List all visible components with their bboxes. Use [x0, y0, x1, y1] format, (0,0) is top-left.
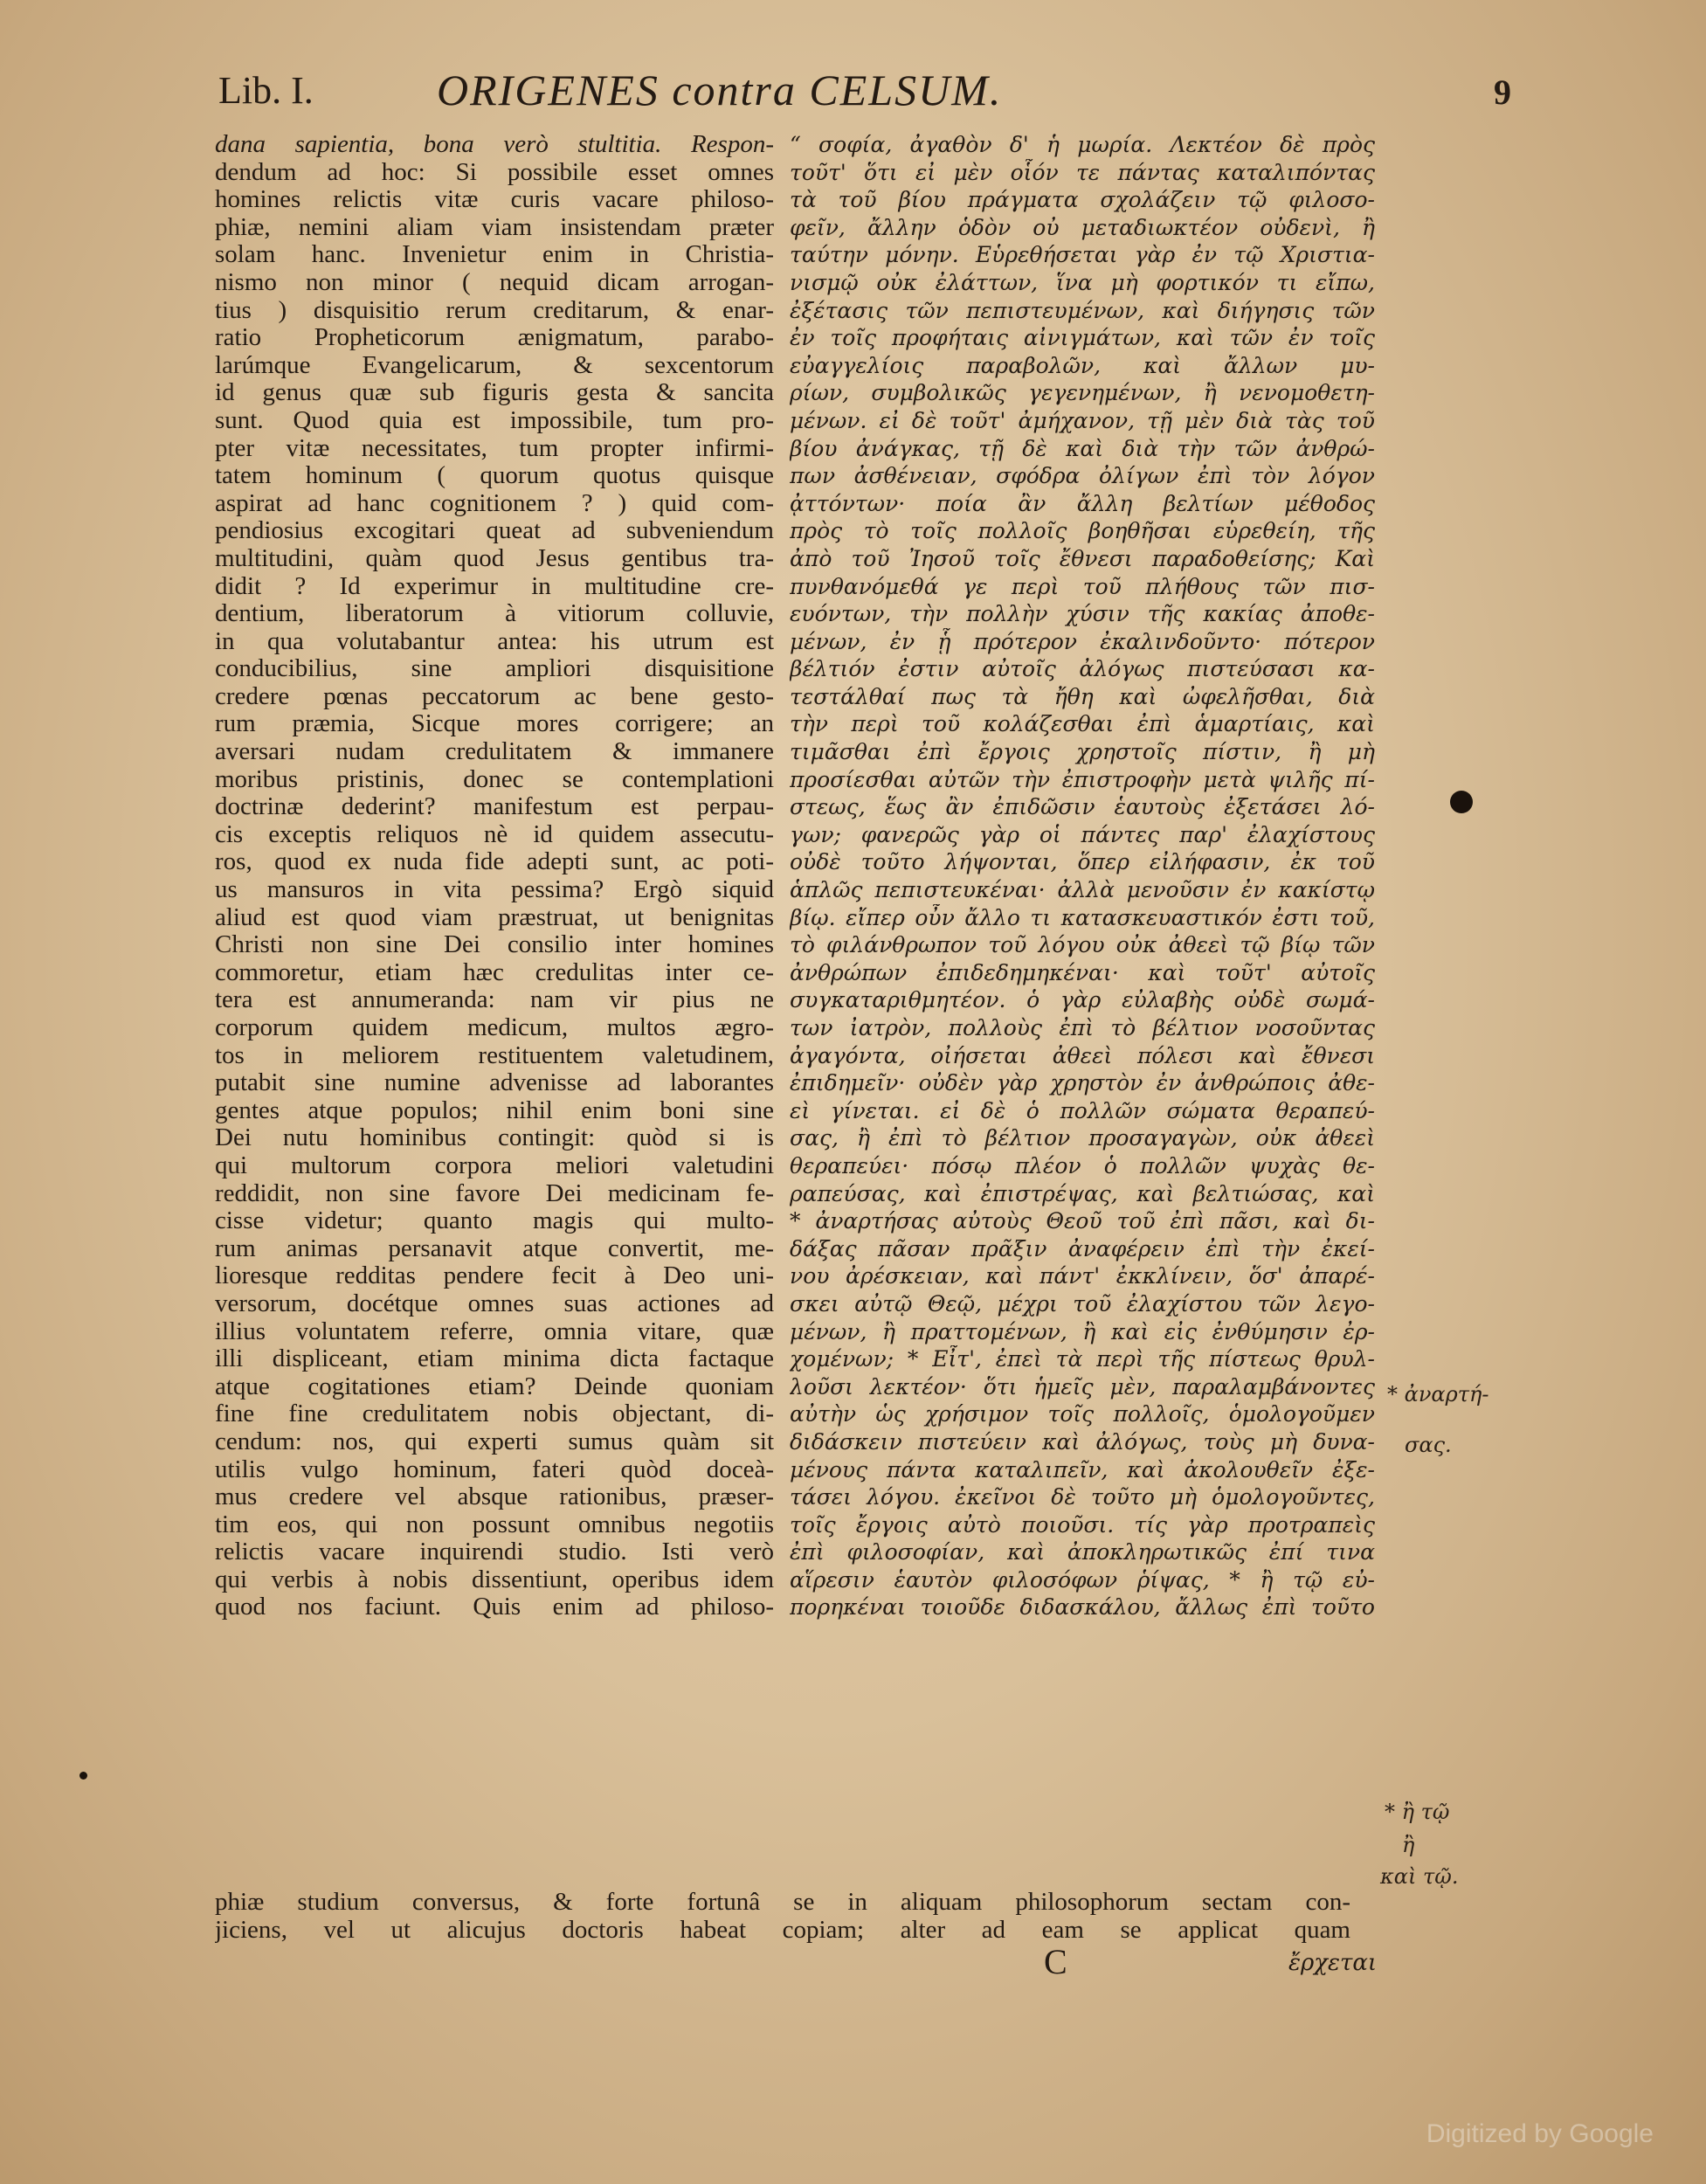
greek-text-line: των ἰατρὸν, πολλοὺς ἐπὶ τὸ βέλτιον νοσοῦντας	[790, 1015, 1375, 1040]
greek-text-line: ραπεύσας, καὶ ἐπιστρέψας, καὶ βελτιώσας, καὶ	[790, 1180, 1375, 1206]
greek-text-line: σας, ἢ ἐπὶ τὸ βέλτιον προσαγαγὼν, οὐκ ἀθεεὶ	[790, 1125, 1375, 1151]
running-title: ORIGENES contra CELSUM.	[437, 66, 1003, 114]
book-number: Lib. I.	[218, 69, 314, 112]
latin-text-line: tatem hominum ( quorum quotus quisque	[215, 462, 774, 490]
greek-text-line: χομένων; * Εἶτ', ἐπεὶ τὰ περὶ τῆς πίστεως θρυλ-	[790, 1346, 1375, 1372]
greek-text-line: συγκαταριθμητέον. ὁ γὰρ εὐλαβὴς οὐδὲ σωμά-	[790, 987, 1375, 1013]
margin-note-1: * ἀναρτή-	[1387, 1382, 1489, 1406]
greek-text-line: ἁπλῶς πεπιστευκέναι· ἀλλὰ μενοῦσιν ἐν κακίστῳ	[790, 877, 1375, 903]
latin-text-line: sunt. Quod quia est impossibile, tum pro-	[215, 406, 774, 434]
latin-text-line: tim eos, qui non possunt omnibus negotiis	[215, 1510, 774, 1538]
latin-text-line: mus credere vel absque rationibus, præser-	[215, 1483, 774, 1511]
latin-text-line: larúmque Evangelicarum, & sexcentorum	[215, 351, 774, 379]
latin-text-line: dendum ad hoc: Si possibile esset omnes	[215, 158, 774, 186]
latin-text-line: cis exceptis reliquos nè id quidem assecutu-	[215, 820, 774, 848]
latin-text-line: cendum: nos, qui experti sumus quàm sit	[215, 1427, 774, 1455]
greek-text-line: ἀγαγόντα, οἰήσεται ἀθεεὶ πόλεσι καὶ ἔθνεσι	[790, 1042, 1375, 1068]
latin-text-line: ros, quod ex nuda fide adepti sunt, ac poti-	[215, 848, 774, 876]
latin-text-line: fine fine credulitatem nobis objectant, di-	[215, 1400, 774, 1428]
margin-note-2c: καὶ τῷ.	[1380, 1864, 1459, 1889]
latin-text-line: rum præmia, Sicque mores corrigere; an	[215, 710, 774, 738]
latin-text-line: dentium, liberatorum à vitiorum colluvie,	[215, 600, 774, 628]
latin-text-line: aspirat ad hanc cognitionem ? ) quid com-	[215, 489, 774, 517]
full-width-lines	[215, 1889, 1350, 1944]
greek-text-line: δάξας πᾶσαν πρᾶξιν ἀναφέρειν ἐπὶ τὴν ἐκεί-	[790, 1235, 1375, 1261]
greek-text-line: τάσει λόγου. ἐκεῖνοι δὲ τοῦτο μὴ ὁμολογοῦντες,	[790, 1484, 1375, 1510]
greek-text-line: μένων, ἢ πραττομένων, ἢ καὶ εἰς ἐνθύμησιν ἐρ-	[790, 1318, 1375, 1344]
greek-text-line: ἀπὸ τοῦ Ἰησοῦ τοῖς ἔθνεσι παραδοθείσης; Καὶ	[790, 545, 1375, 571]
latin-text-line: id genus quæ sub figuris gesta & sancita	[215, 379, 774, 407]
latin-text-line: relictis vacare inquirendi studio. Isti verò	[215, 1538, 774, 1566]
latin-text-line: solam hanc. Invenietur enim in Christia-	[215, 241, 774, 269]
greek-text-line: ἐπιδημεῖν· οὐδὲν γὰρ χρηστὸν ἐν ἀνθρώποις ἀθε-	[790, 1070, 1375, 1096]
greek-text-line: φεῖν, ἄλλην ὁδὸν οὐ μεταδιωκτέον οὐδενὶ, ἢ	[790, 214, 1375, 240]
greek-column	[790, 131, 1375, 1621]
greek-text-line: σκει αὐτῷ Θεῷ, μέχρι τοῦ ἐλαχίστου τῶν λεγο-	[790, 1290, 1375, 1317]
latin-text-line: tius ) disquisitio rerum creditarum, & enar-	[215, 296, 774, 324]
ink-blot	[1450, 791, 1473, 813]
greek-text-line: ᾀττόντων· ποία ἂν ἄλλη βελτίων μέθοδος	[790, 490, 1375, 516]
greek-text-line: τοῖς ἔργοις αὐτὸ ποιοῦσι. τίς γὰρ προτραπεὶς	[790, 1511, 1375, 1538]
latin-text-line: nismo non minor ( nequid dicam arrogan-	[215, 268, 774, 296]
greek-text-line: βίῳ. εἴπερ οὖν ἄλλο τι κατασκευαστικόν ἐστι τοῦ,	[790, 904, 1375, 930]
greek-text-line: πων ἀσθένειαν, σφόδρα ὀλίγων ἐπὶ τὸν λόγον	[790, 463, 1375, 489]
greek-text-line: γων; φανερῶς γὰρ οἱ πάντες παρ' ἐλαχίστους	[790, 821, 1375, 847]
latin-text-line: putabit sine numine advenisse ad laborantes	[215, 1069, 774, 1097]
greek-text-line: νισμῷ οὐκ ἐλάττων, ἵνα μὴ φορτικόν τι εἴπω,	[790, 269, 1375, 295]
margin-note-2: * ἢ τῷ	[1385, 1800, 1450, 1824]
greek-text-line: αἵρεσιν ἑαυτὸν φιλοσόφων ῥίψας, * ἢ τῷ εὐ-	[790, 1566, 1375, 1593]
latin-text-line: corporum quidem medicum, multos ægro-	[215, 1014, 774, 1041]
signature-mark: C	[1044, 1942, 1067, 1981]
watermark: Digitized by Google	[1426, 2119, 1654, 2148]
greek-text-line: αὐτὴν ὡς χρήσιμον τοῖς πολλοῖς, ὁμολογοῦμεν	[790, 1401, 1375, 1427]
latin-text-line: pter vitæ necessitates, tum propter infirmi-	[215, 434, 774, 462]
latin-text-line: lioresque redditas pendere fecit à Deo uni-	[215, 1262, 774, 1290]
greek-text-line: οὐδὲ τοῦτο λήψονται, ὅπερ εἰλήφασιν, ἐκ τοῦ	[790, 849, 1375, 875]
running-header	[218, 66, 1511, 129]
latin-text-line: versorum, docétque omnes suas actiones ad	[215, 1289, 774, 1317]
greek-text-line: εὶ γίνεται. εἰ δὲ ὁ πολλῶν σώματα θεραπεύ-	[790, 1097, 1375, 1123]
greek-text-line: “ σοφία, ἀγαθὸν δ' ἡ μωρία. Λεκτέον δὲ πρὸς	[790, 132, 1375, 157]
latin-text-line: moribus pristinis, donec se contemplationi	[215, 765, 774, 793]
greek-text-line: μένων, ἐν ᾗ πρότερον ἐκαλινδοῦντο· πότερον	[790, 628, 1375, 654]
greek-text-line: βέλτιόν ἐστιν αὐτοῖς ἀλόγως πιστεύσασι κα-	[790, 656, 1375, 682]
latin-text-line: qui multorum corpora meliori valetudini	[215, 1151, 774, 1179]
greek-text-line: μένους πάντα καταλιπεῖν, καὶ ἀκολουθεῖν ἐξε-	[790, 1456, 1375, 1482]
latin-text-line: pendiosius excogitari queat ad subveniendum	[215, 517, 774, 545]
latin-text-line: ratio Propheticorum ænigmatum, parabo-	[215, 324, 774, 352]
greek-text-line: ἐν τοῖς προφήταις αἰνιγμάτων, καὶ τῶν ἐν τοῖς	[790, 325, 1375, 351]
latin-text-line: illius voluntatem referre, omnia vitare, quæ	[215, 1317, 774, 1345]
greek-text-line: εὐαγγελίοις παραβολῶν, καὶ ἄλλων μυ-	[790, 352, 1375, 378]
latin-text-line: illi displiceant, etiam minima dicta factaque	[215, 1345, 774, 1373]
latin-text-line: aliud est quod viam præstruat, ut benignitas	[215, 903, 774, 931]
greek-text-line: προσίεσθαι αὐτῶν τὴν ἐπιστροφὴν μετὰ ψιλῆς πί-	[790, 766, 1375, 792]
latin-text-line: gentes atque populos; nihil enim boni sine	[215, 1096, 774, 1124]
greek-text-line: τὸ φιλάνθρωπον τοῦ λόγου οὐκ ἀθεεὶ τῷ βίῳ τῶν	[790, 932, 1375, 958]
latin-text-line: phiæ studium conversus, & forte fortunâ se in aliquam philosophorum sectam con-	[215, 1889, 1350, 1916]
latin-text-line: multitudini, quàm quod Jesus gentibus tra-	[215, 544, 774, 572]
latin-text-line: credere pœnas peccatorum ac bene gesto-	[215, 682, 774, 710]
greek-text-line: ἐξέτασις τῶν πεπιστευμένων, καὶ διήγησις τῶν	[790, 297, 1375, 323]
latin-text-line: Dei nutu hominibus contingit: quòd si is	[215, 1124, 774, 1152]
greek-text-line: ταύτην μόνην. Εὑρεθήσεται γὰρ ἐν τῷ Χριστια-	[790, 242, 1375, 268]
latin-text-line: didit ? Id experimur in multitudine cre-	[215, 572, 774, 600]
greek-text-line: βίου ἀνάγκας, τῇ δὲ καὶ διὰ τὴν τῶν ἀνθρώ-	[790, 435, 1375, 461]
greek-text-line: πορηκέναι τοιοῦδε διδασκάλου, ἄλλως ἐπὶ τοῦτο	[790, 1594, 1375, 1621]
latin-text-line: in qua volutabantur antea: his utrum est	[215, 627, 774, 655]
greek-text-line: νου ἀρέσκειαν, καὶ πάντ' ἐκκλίνειν, ὅσ' ἀπαρέ-	[790, 1263, 1375, 1289]
margin-note-2b: ἢ	[1402, 1833, 1415, 1857]
latin-text-line: Christi non sine Dei consilio inter homines	[215, 931, 774, 959]
page-number: 9	[1494, 73, 1511, 112]
greek-text-line: θεραπεύει· πόσῳ πλέον ὁ πολλῶν ψυχὰς θε-	[790, 1152, 1375, 1178]
greek-text-line: λοῦσι λεκτέον· ὅτι ἡμεῖς μὲν, παραλαμβάνοντες	[790, 1373, 1375, 1400]
greek-text-line: ευόντων, τὴν πολλὴν χύσιν τῆς κακίας ἀποθε-	[790, 601, 1375, 627]
greek-text-line: διδάσκειν πιστεύειν καὶ ἀλόγως, τοὺς μὴ δυνα-	[790, 1428, 1375, 1455]
greek-text-line: τὰ τοῦ βίου πράγματα σχολάζειν τῷ φιλοσο-	[790, 187, 1375, 213]
latin-text-line: tos in meliorem restituentem valetudinem,	[215, 1041, 774, 1069]
latin-text-line: conducibilius, sine ampliori disquisitione	[215, 655, 774, 683]
latin-text-line: reddidit, non sine favore Dei medicinam fe-	[215, 1179, 774, 1207]
greek-text-line: τιμᾶσθαι ἐπὶ ἔργοις χρηστοῖς πίστιν, ἢ μὴ	[790, 739, 1375, 765]
greek-text-line: τὴν περὶ τοῦ κολάζεσθαι ἐπὶ ἁμαρτίαις, καὶ	[790, 711, 1375, 737]
latin-text-line: homines relictis vitæ curis vacare philoso-	[215, 186, 774, 214]
latin-text-line: utilis vulgo hominum, fateri quòd doceà-	[215, 1455, 774, 1483]
margin-note-1-cont: σας.	[1405, 1433, 1452, 1457]
greek-text-line: ρίων, συμβολικῶς γεγενημένων, ἢ νενομοθετη-	[790, 380, 1375, 406]
latin-text-line: tera est annumeranda: nam vir pius ne	[215, 986, 774, 1014]
latin-text-line: cisse videtur; quanto magis qui multo-	[215, 1207, 774, 1235]
greek-text-line: πυνθανόμεθά γε περὶ τοῦ πλήθους τῶν πισ-	[790, 573, 1375, 599]
greek-text-line: ἐπὶ φιλοσοφίαν, καὶ ἀποκληρωτικῶς ἐπί τινα	[790, 1539, 1375, 1565]
latin-text-line: quod nos faciunt. Quis enim ad philoso-	[215, 1593, 774, 1621]
latin-text-line: us mansuros in vita pessima? Ergò siquid	[215, 876, 774, 904]
catchword: ἔρχεται	[1288, 1950, 1378, 1976]
latin-text-line: rum animas persanavit atque convertit, me-	[215, 1234, 774, 1262]
greek-text-line: τεστάλθαί πως τὰ ἤθη καὶ ὠφελῆσθαι, διὰ	[790, 683, 1375, 709]
latin-text-line: qui verbis à nobis dissentiunt, operibus idem	[215, 1565, 774, 1593]
greek-text-line: τοῦτ' ὅτι εἰ μὲν οἷόν τε πάντας καταλιπόντας	[790, 159, 1375, 185]
latin-text-line: atque cogitationes etiam? Deinde quoniam	[215, 1372, 774, 1400]
greek-text-line: * ἀναρτήσας αὐτοὺς Θεοῦ τοῦ ἐπὶ πᾶσι, καὶ δι-	[790, 1208, 1375, 1234]
greek-text-line: πρὸς τὸ τοῖς πολλοῖς βοηθῆσαι εὑρεθείη, τῆς	[790, 518, 1375, 544]
greek-text-line: μένων. εἰ δὲ τοῦτ' ἀμήχανον, τῇ μὲν διὰ τὰς τοῦ	[790, 407, 1375, 433]
latin-text-line: phiæ, nemini aliam viam insistendam præter	[215, 213, 774, 241]
latin-text-line: jiciens, vel ut alicujus doctoris habeat copiam; alter ad eam se applicat quam	[215, 1916, 1350, 1944]
latin-column	[215, 131, 774, 1621]
greek-text-line: ἀνθρώπων ἐπιδεδημηκέναι· καὶ τοῦτ' αὐτοῖς	[790, 959, 1375, 985]
latin-text-line: commoretur, etiam hæc credulitas inter ce-	[215, 958, 774, 986]
latin-text-line: dana sapientia, bona verò stultitia. Respon-	[215, 131, 774, 158]
greek-text-line: στεως, ἕως ἂν ἐπιδῶσιν ἑαυτοὺς ἐξετάσει λό-	[790, 794, 1375, 820]
ink-speck	[79, 1772, 87, 1780]
latin-text-line: doctrinæ dederint? manifestum est perpau-	[215, 793, 774, 821]
latin-text-line: aversari nudam credulitatem & immanere	[215, 738, 774, 766]
